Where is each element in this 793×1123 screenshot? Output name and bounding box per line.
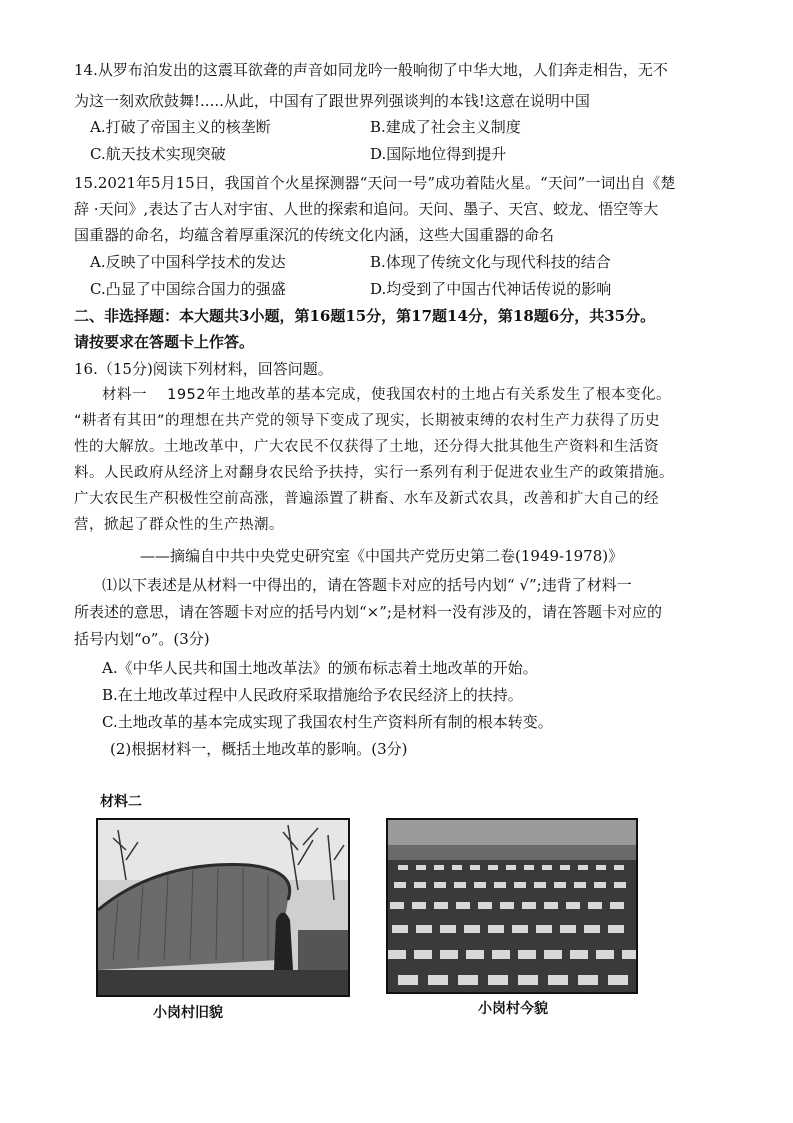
q15-stem-line3: 国重器的命名，均蕴含着厚重深沉的传统文化内涵，这些大国重器的命名 <box>74 226 555 244</box>
q14-option-b: B.建成了社会主义制度 <box>370 118 521 136</box>
q16-statement-c: C.土地改革的基本完成实现了我国农村生产资料所有制的根本转变。 <box>102 713 553 731</box>
material1-line4: 料。人民政府从经济上对翻身农民给予扶持，实行一系列有利于促进农业生产的政策措施。 <box>74 465 674 481</box>
q14-option-a: A.打破了帝国主义的核垄断 <box>90 118 271 136</box>
section2-heading-line2: 请按要求在答题卡上作答。 <box>74 333 255 351</box>
xiaogang-new-photo <box>386 818 638 994</box>
section2-heading-line1: 二、非选择题：本大题共3小题，第16题15分，第17题14分，第18题6分，共35分。 <box>74 307 656 325</box>
new-village-image <box>388 820 636 992</box>
xiaogang-old-photo <box>96 818 350 997</box>
material1-line1: 材料一 1952年土地改革的基本完成，使我国农村的土地占有关系发生了根本变化。 <box>102 387 672 403</box>
q16-sub1-line3: 括号内划“o”。(3分) <box>74 630 210 648</box>
q16-sub1-line2: 所表述的意思，请在答题卡对应的括号内划“×”;是材料一没有涉及的，请在答题卡对应的 <box>74 603 662 621</box>
q15-stem-line1: 15.2021年5月15日，我国首个火星探测器“天问一号”成功着陆火星。“天问”一词出自《楚 <box>74 174 676 192</box>
material1-line5: 广大农民生产积极性空前高涨，普遍添置了耕畜、水车及新式农具，改善和扩大自己的经 <box>74 491 659 507</box>
q16-statement-b: B.在土地改革过程中人民政府采取措施给予农民经济上的扶持。 <box>102 686 523 704</box>
photo-left-caption: 小岗村旧貌 <box>153 1005 223 1021</box>
q15-option-d: D.均受到了中国古代神话传说的影响 <box>370 280 612 298</box>
q14-stem-line2: 为这一刻欢欣鼓舞!.....从此，中国有了跟世界列强谈判的本钱!这意在说明中国 <box>74 92 590 110</box>
q16-sub2: (2)根据材料一，概括土地改革的影响。(3分) <box>110 740 408 758</box>
material1-line3: 性的大解放。土地改革中，广大农民不仅获得了土地，还分得大批其他生产资料和生活资 <box>74 439 659 455</box>
q15-option-c: C.凸显了中国综合国力的强盛 <box>90 280 286 298</box>
old-village-image <box>98 820 348 995</box>
material1-source: ——摘编自中共中央党史研究室《中国共产党历史第二卷(1949-1978)》 <box>140 547 624 565</box>
q15-option-a: A.反映了中国科学技术的发达 <box>90 253 286 271</box>
material1-line2: “耕者有其田”的理想在共产党的领导下变成了现实，长期被束缚的农村生产力获得了历史 <box>74 413 661 429</box>
photo-right-caption: 小岗村今貌 <box>478 1001 548 1017</box>
q16-sub1-line1: ⑴以下表述是从材料一中得出的，请在答题卡对应的括号内划“ √”;违背了材料一 <box>102 576 632 594</box>
q14-option-d: D.国际地位得到提升 <box>370 145 507 163</box>
q15-option-b: B.体现了传统文化与现代科技的结合 <box>370 253 611 271</box>
material2-label: 材料二 <box>100 794 142 810</box>
q14-option-c: C.航天技术实现突破 <box>90 145 226 163</box>
material1-line6: 营，掀起了群众性的生产热潮。 <box>74 517 284 533</box>
q14-stem-line1: 14.从罗布泊发出的这震耳欲聋的声音如同龙吟一般响彻了中华大地，人们奔走相告，无不 <box>74 61 668 79</box>
q16-statement-a: A.《中华人民共和国土地改革法》的颁布标志着土地改革的开始。 <box>102 659 538 677</box>
q16-title: 16.（15分)阅读下列材料，回答问题。 <box>74 360 333 378</box>
q15-stem-line2: 辞 ·天问》,表达了古人对宇宙、人世的探索和追问。天问、墨子、天宫、蛟龙、悟空等大 <box>74 200 659 218</box>
